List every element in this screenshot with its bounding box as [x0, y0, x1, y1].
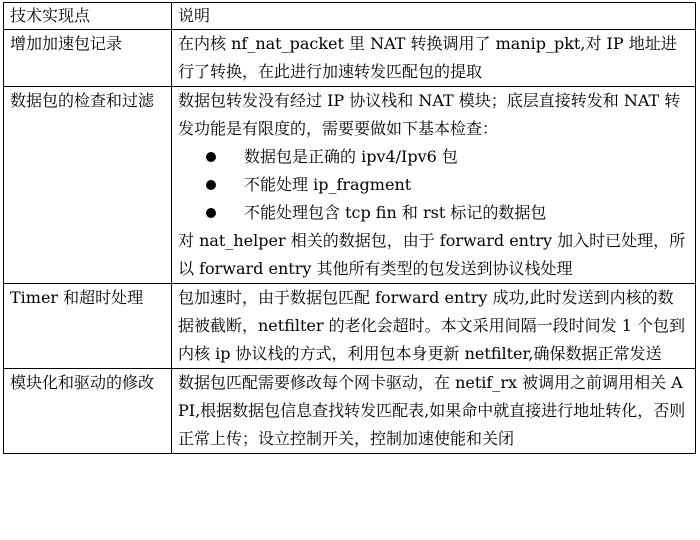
table-row: [4, 30, 696, 87]
list-item: [178, 143, 689, 171]
description-paragraph: 在内核 nf_nat_packet 里 NAT 转换调用了 manip_pkt,对 IP 地址进行了转换，在此进行加速转发匹配包的提取: [178, 34, 677, 81]
description-intro: 数据包转发没有经过 IP 协议栈和 NAT 模块；底层直接转发和 NAT 转发功能是有限度的，需要要做如下基本检查：: [178, 91, 681, 138]
table-header-row: [4, 3, 696, 30]
cell-point: Timer 和超时处理: [4, 284, 172, 369]
cell-point: 模块化和驱动的修改: [4, 369, 172, 454]
tech-points-table: [3, 2, 696, 454]
description-paragraph: 数据包匹配需要修改每个网卡驱动，在 netif_rx 被调用之前调用相关 API,根据数据包信息查找转发匹配表,如果命中就直接进行地址转化，否则正常上传；设立控制开关，控制加速使能和关闭: [178, 373, 686, 448]
description-paragraph: 包加速时，由于数据包匹配 forward entry 成功,此时发送到内核的数据被截断，netfilter 的老化会超时。本文采用间隔一段时间发 1 个包到内核 ip 协议栈的方式，利用包本身更新 netfilter,确保数据正常发送: [178, 288, 685, 363]
description-outro: 对 nat_helper 相关的数据包，由于 forward entry 加入时已处理，所以 forward entry 其他所有类型的包发送到协议栈处理: [178, 231, 686, 278]
cell-point: 增加加速包记录: [4, 30, 172, 87]
check-list: [178, 143, 689, 227]
list-item-text: 不能处理 ip_fragment: [244, 175, 412, 194]
header-tech-point: 技术实现点: [4, 3, 172, 30]
bullet-dot-icon: [206, 152, 216, 162]
bullet-dot-icon: [206, 208, 216, 218]
list-item: [178, 171, 689, 199]
bullet-dot-icon: [206, 180, 216, 190]
cell-description: [172, 30, 696, 87]
table-row: [4, 87, 696, 284]
cell-point: 数据包的检查和过滤: [4, 87, 172, 284]
table-row: [4, 369, 696, 454]
cell-description: [172, 284, 696, 369]
header-description: 说明: [172, 3, 696, 30]
cell-description: [172, 369, 696, 454]
list-item-text: 不能处理包含 tcp fin 和 rst 标记的数据包: [244, 203, 547, 222]
list-item-text: 数据包是正确的 ipv4/Ipv6 包: [244, 147, 458, 166]
cell-description: [172, 87, 696, 284]
list-item: [178, 199, 689, 227]
table-row: [4, 284, 696, 369]
